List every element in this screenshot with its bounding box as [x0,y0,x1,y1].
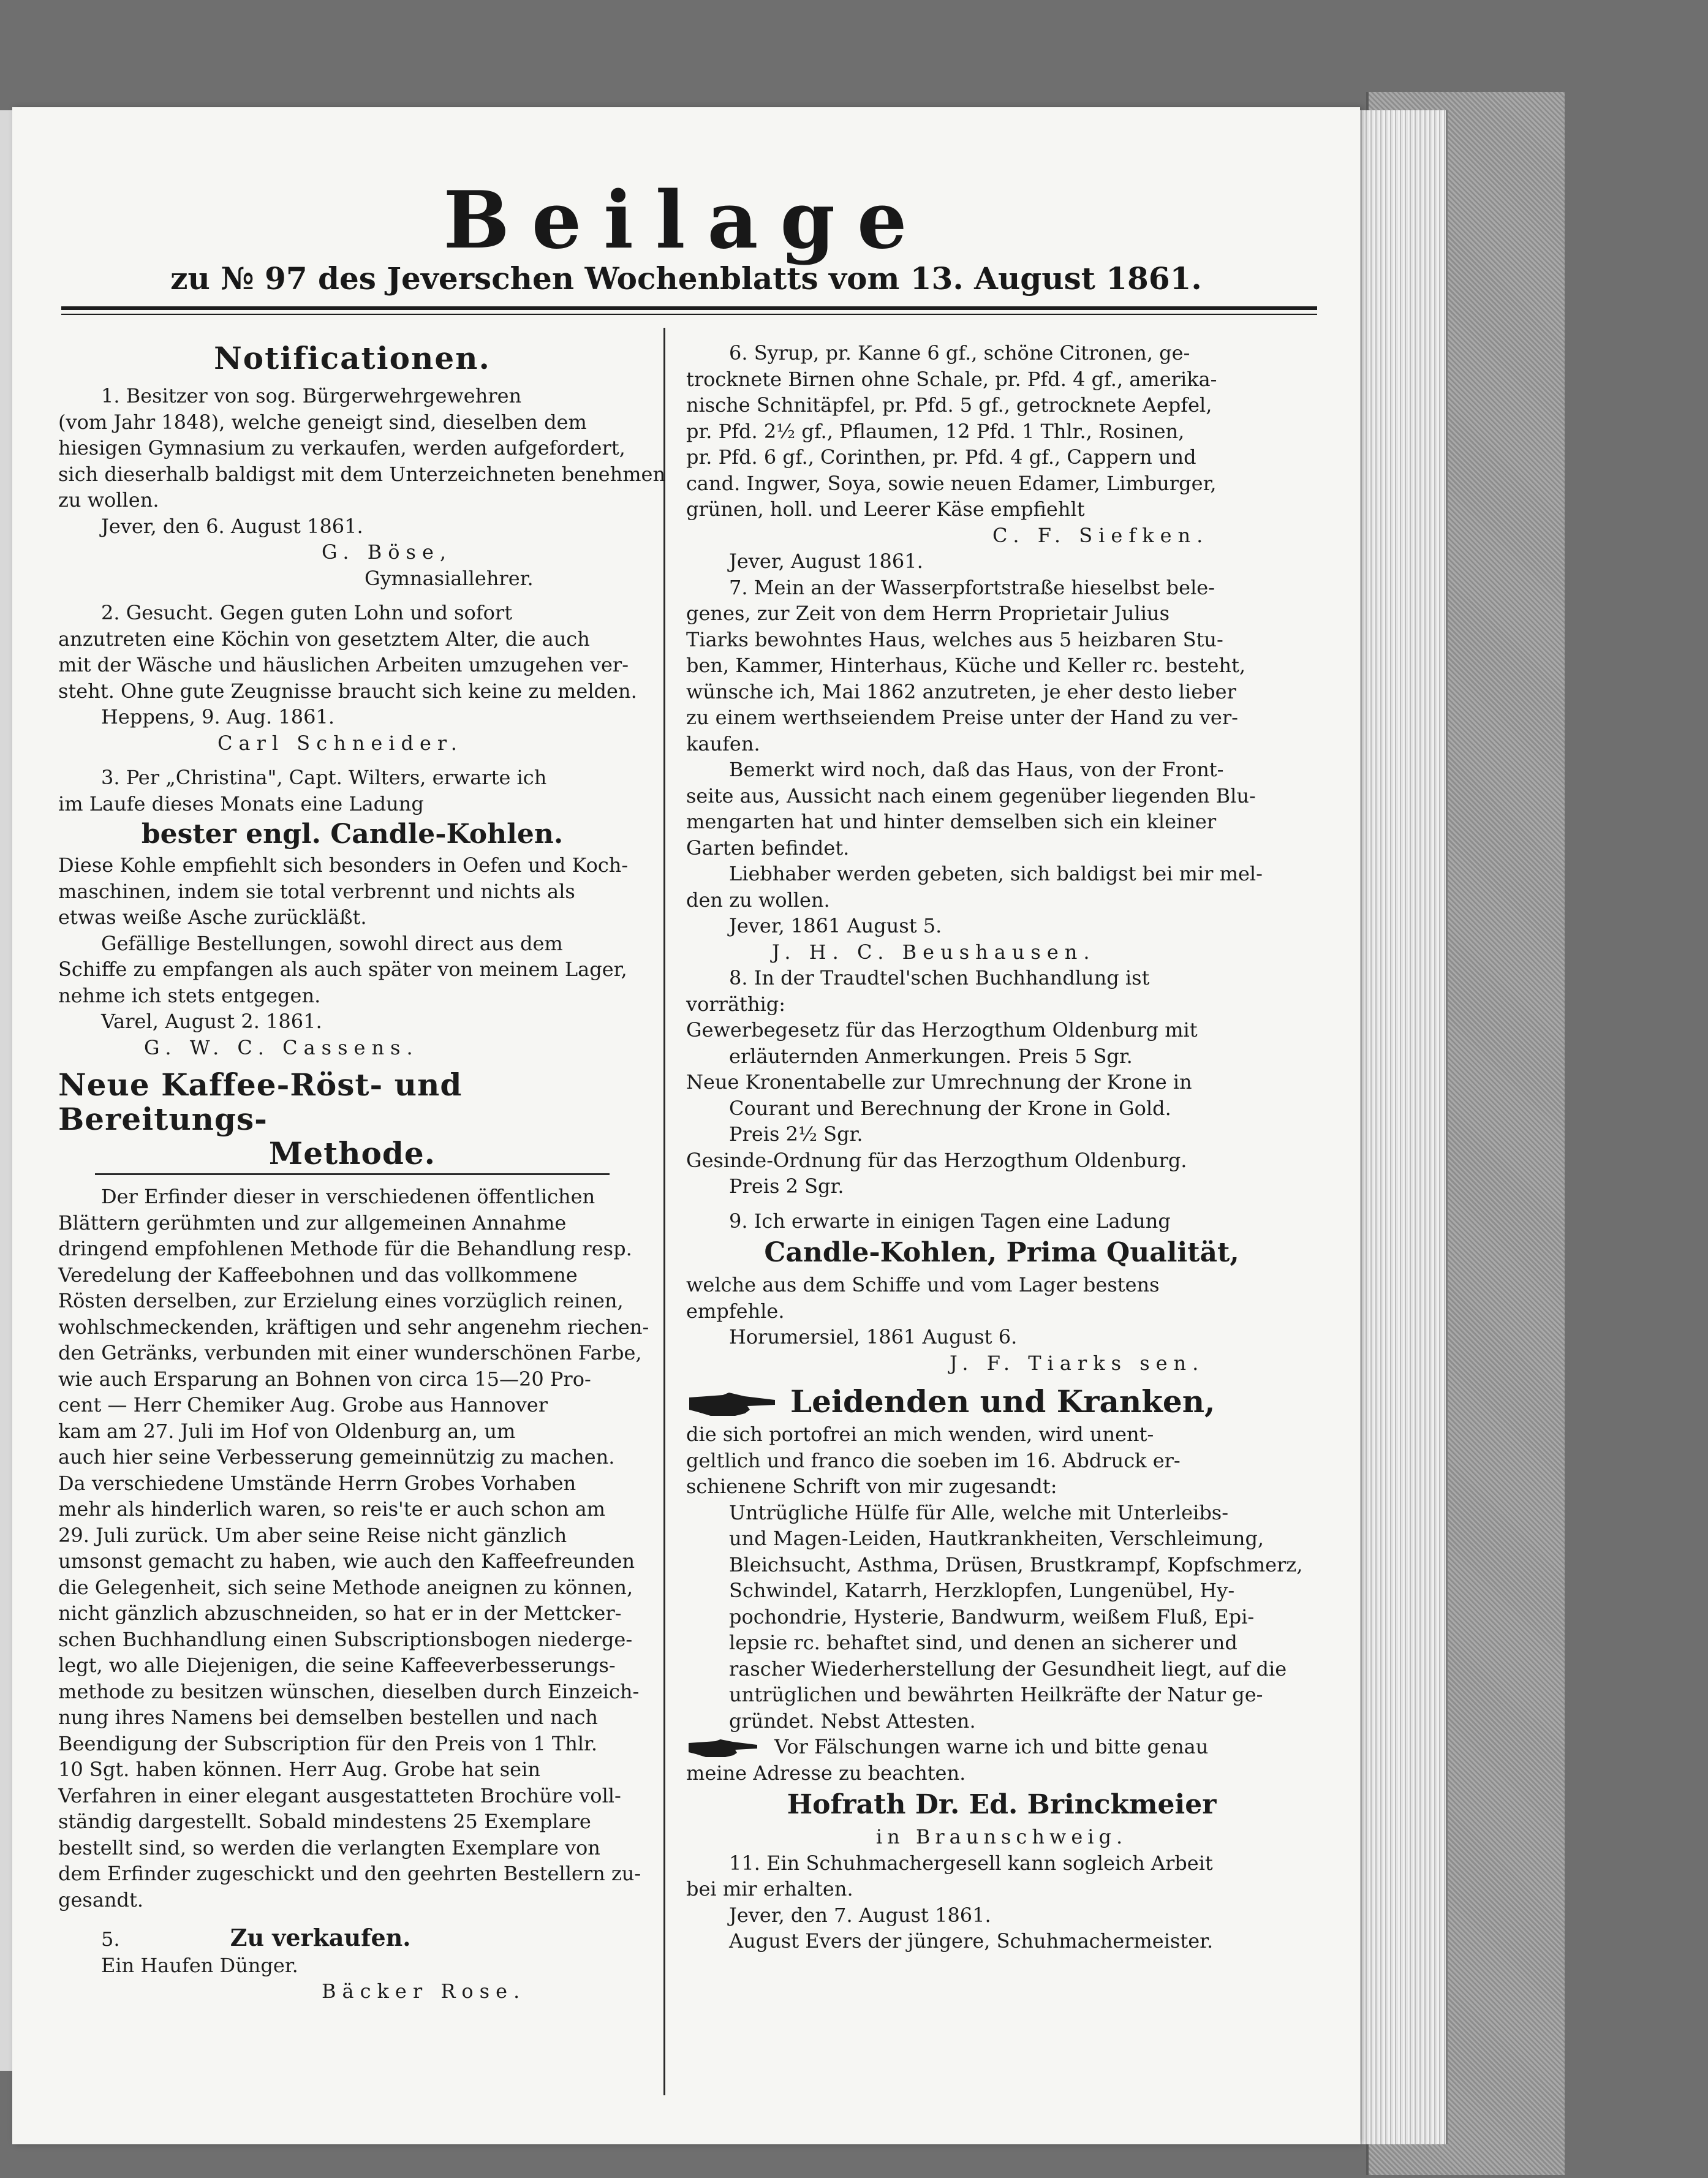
ad-text-line: Blättern gerühmten und zur allgemeinen Annahme [58,1211,567,1235]
ad-text-line: 1. Besitzer von sog. Bürgerwehrgewehren [101,384,522,407]
section-heading-kaffee: Neue Kaffee-Röst- und Bereitungs- [58,1067,463,1137]
ad-text-line: vorräthig: [686,992,785,1016]
book-listing: Gewerbegesetz für das Herzogthum Oldenburg mit [686,1018,1198,1042]
ad-text-line: Schwindel, Katarrh, Herzklopfen, Lungenübel, Hy- [729,1579,1235,1602]
section-heading-leidenden: Leidenden und Kranken, [790,1383,1215,1420]
ad-text-line: kam am 27. Juli im Hof von Oldenburg an, um [58,1419,516,1443]
ad-text-line: cand. Ingwer, Soya, sowie neuen Edamer, Limburger, [686,471,1217,495]
ad-text-line: steht. Ohne gute Zeugnisse braucht sich keine zu melden. [58,679,637,703]
ad-text-line: zu wollen. [58,488,159,512]
place-date: Jever, 1861 August 5. [729,914,942,937]
ad-text-line: Da verschiedene Umstände Herrn Grobes Vorhaben [58,1471,576,1495]
signature-title: Gymnasiallehrer. [365,566,534,590]
signature: Bäcker Rose. [322,1979,526,2003]
ad-text-line: Tiarks bewohntes Haus, welches aus 5 heizbaren Stu- [686,627,1223,651]
ad-7 [686,575,1317,966]
ad-text-line: 8. In der Traudtel'schen Buchhandlung ist [729,966,1150,989]
section-heading-notificationen: Notificationen. [214,340,491,376]
ad-text-line: zu einem werthseiendem Preise unter der Hand zu ver- [686,706,1238,729]
ad-text-line: Veredelung der Kaffeebohnen und das vollkommene [58,1263,578,1287]
pointing-hand-icon [686,1388,778,1415]
ad-text-line: schen Buchhandlung einen Subscriptionsbogen niederge- [58,1627,633,1651]
ad-text-line: (vom Jahr 1848), welche geneigt sind, dieselben dem [58,410,587,434]
column-divider [663,328,665,2095]
ad-text-line: 10 Sgt. haben können. Herr Aug. Grobe hat sein [58,1758,540,1781]
section-heading-zu-verkaufen: Zu verkaufen. [230,1924,411,1951]
ad-text-line: maschinen, indem sie total verbrennt und nichts als [58,879,575,903]
ad-text-line: grünen, holl. und Leerer Käse empfiehlt [686,497,1085,521]
place-date: Jever, den 7. August 1861. [729,1903,991,1927]
signature: G. W. C. Cassens. [144,1035,419,1059]
place-date: Varel, August 2. 1861. [101,1010,322,1033]
ad-text-line: sich dieserhalb baldigst mit dem Unterzeichneten benehmen [58,462,666,486]
ad-9 [686,1208,1317,1377]
signature-place: in Braunschweig. [875,1825,1128,1848]
ad-text-line: Liebhaber werden gebeten, sich baldigst bei mir mel- [729,862,1263,885]
ad-text-line: rascher Wiederherstellung der Gesundheit liegt, auf die [729,1657,1287,1681]
ad-text-line: im Laufe dieses Monats eine Ladung [58,792,424,815]
ad-text-line: ben, Kammer, Hinterhaus, Küche und Keller rc. besteht, [686,654,1246,677]
signature: J. H. C. Beushausen. [772,940,1096,964]
ad-text-line: nische Schnitäpfel, pr. Pfd. 5 gf., getrocknete Aepfel, [686,393,1212,417]
ad-text-line: dringend empfohlenen Methode für die Behandlung resp. [58,1237,632,1260]
ad-text-line: 2. Gesucht. Gegen guten Lohn und sofort [101,601,513,624]
ad-text-line: ständig dargestellt. Sobald mindestens 25 Exemplare [58,1810,591,1833]
ad-text-line: seite aus, Aussicht nach einem gegenüber liegenden Blu- [686,784,1256,807]
warning-text: Vor Fälschungen warne ich und bitte genau [774,1735,1209,1758]
left-column [58,334,666,2005]
ad-text-line: wünsche ich, Mai 1862 anzutreten, je eher desto lieber [686,679,1236,703]
ad-text-line: Schiffe zu empfangen als auch später von meinem Lager, [58,958,627,981]
ad-text-line: pochondrie, Hysterie, Bandwurm, weißem Fluß, Epi- [729,1605,1255,1628]
ad-text-line: die sich portofrei an mich wenden, wird unent- [686,1423,1154,1446]
book-listing: erläuternden Anmerkungen. Preis 5 Sgr. [729,1044,1133,1068]
ad-text-line: mehr als hinderlich waren, so reis'te er auch schon am [58,1497,605,1521]
ad-text-line: kaufen. [686,732,760,755]
ad10-heading-row [686,1382,1317,1421]
ad-3 [58,765,646,1061]
ad-text-line: legt, wo alle Diejenigen, die seine Kaffeeverbesserungs- [58,1654,616,1677]
ad-text-line: pr. Pfd. 6 gf., Corinthen, pr. Pfd. 4 gf., Cappern und [686,445,1196,469]
place-date: Heppens, 9. Aug. 1861. [101,705,334,728]
ad-text-line: den Getränks, verbunden mit einer wunderschönen Farbe, [58,1341,642,1364]
masthead-subtitle: zu № 97 des Jeverschen Wochenblatts vom 13. August 1861. [170,260,1202,297]
product-headline: Candle-Kohlen, Prima Qualität, [764,1237,1239,1268]
ad-text-line: 6. Syrup, pr. Kanne 6 gf., schöne Citronen, ge- [729,341,1190,365]
warning-text: meine Adresse zu beachten. [686,1761,966,1785]
ad-text-line: Beendigung der Subscription für den Preis von 1 Thlr. [58,1731,597,1755]
ad-text-line: dem Erfinder zugeschickt und den geehrten Bestellern zu- [58,1862,641,1885]
ad-4 [58,1067,649,1913]
ad-text-line: Der Erfinder dieser in verschiedenen öffentlichen [101,1185,595,1208]
ad-text-line: wohlschmeckenden, kräftigen und sehr angenehm riechen- [58,1315,649,1339]
ad-text-line: und Magen-Leiden, Hautkrankheiten, Verschleimung, [729,1527,1264,1550]
ad-1 [58,383,666,591]
ad-text-line: untrüglichen und bewährten Heilkräfte der Natur ge- [729,1683,1263,1706]
masthead-title: Beilage [443,175,929,267]
ad-number: 5. [101,1927,120,1951]
product-headline: bester engl. Candle-Kohlen. [141,819,564,850]
ad-text-line: cent — Herr Chemiker Aug. Grobe aus Hannover [58,1393,548,1416]
warning-row [686,1734,1317,1760]
signature: August Evers der jüngere, Schuhmachermeister. [729,1929,1214,1953]
heading-underline [95,1171,610,1175]
ad-text-line: die Gelegenheit, sich seine Methode aneignen zu können, [58,1575,633,1599]
ad-text-line: Bemerkt wird noch, daß das Haus, von der Front- [729,758,1224,781]
ad-text-line: den zu wollen. [686,888,830,912]
ad-text-line: lepsie rc. behaftet sind, und denen an sicherer und [729,1631,1238,1654]
ad-text-line: methode zu besitzen wünschen, dieselben durch Einzeich- [58,1679,640,1703]
ad-10 [686,1382,1317,1850]
ad-text-line: nung ihres Namens bei demselben bestellen und nach [58,1706,599,1729]
ad-text-line: schienene Schrift von mir zugesandt: [686,1475,1057,1498]
ad-text-line: Garten befindet. [686,836,850,860]
ad-text-line: anzutreten eine Köchin von gesetztem Alter, die auch [58,627,590,651]
left-page-edge [0,110,12,2071]
masthead-rule [61,306,1317,310]
ad-text-line: mengarten hat und hinter demselben sich ein kleiner [686,810,1217,833]
ad-text-line: 11. Ein Schuhmachergesell kann sogleich Arbeit [729,1851,1213,1875]
place-date: Jever, August 1861. [729,550,923,573]
signature: G. Böse, [322,540,453,564]
book-listing: Gesinde-Ordnung für das Herzogthum Oldenburg. [686,1148,1187,1172]
ad-text-line: wie auch Ersparung an Bohnen von circa 15—20 Pro- [58,1367,591,1391]
ad-text-line: nicht gänzlich abzuschneiden, so hat er in der Mettcker- [58,1601,622,1625]
pointing-hand-icon [686,1738,760,1759]
ad-text-line: auch hier seine Verbesserung gemeinnützig zu machen. [58,1445,615,1469]
ad-text-line: welche aus dem Schiffe und vom Lager bestens [686,1273,1160,1296]
ad-text-line: Gefällige Bestellungen, sowohl direct aus dem [101,931,563,955]
signature-brinckmeier: Hofrath Dr. Ed. Brinckmeier [787,1789,1217,1820]
ad-text-line: mit der Wäsche und häuslichen Arbeiten umzugehen ver- [58,653,629,676]
ad-text-line: Bleichsucht, Asthma, Drüsen, Brustkrampf, Kopfschmerz, [729,1552,1303,1576]
ad-text-line: gesandt. [58,1888,144,1911]
ad-text-line: Untrügliche Hülfe für Alle, welche mit Unterleibs- [729,1500,1229,1524]
ad-6 [686,340,1317,575]
ad-text-line: bestellt sind, so werden die verlangten Exemplare von [58,1836,600,1859]
ad-text-line: bei mir erhalten. [686,1877,853,1900]
ad-text-line: 7. Mein an der Wasserpfortstraße hieselbst bele- [729,575,1215,599]
ad-8 [686,965,1317,1200]
book-listing: Neue Kronentabelle zur Umrechnung der Krone in [686,1070,1192,1094]
ad-text-line: etwas weiße Asche zurückläßt. [58,906,367,929]
ad-text-line: Diese Kohle empfiehlt sich besonders in Oefen und Koch- [58,853,629,877]
ad-text-line: gründet. Nebst Attesten. [729,1709,976,1733]
ad-2 [58,600,646,756]
book-price: Preis 2 Sgr. [729,1174,844,1198]
ad-text-line: trocknete Birnen ohne Schale, pr. Pfd. 4 gf., amerika- [686,367,1217,391]
section-heading-kaffee-2: Methode. [268,1135,436,1171]
signature: C. F. Siefken. [992,523,1209,547]
newspaper-page [12,107,1360,2144]
ad-text-line: 9. Ich erwarte in einigen Tagen eine Ladung [729,1209,1171,1233]
ad-11 [686,1850,1317,1954]
ad-text-line: umsonst gemacht zu haben, wie auch den Kaffeefreunden [58,1549,635,1573]
signature: Carl Schneider. [217,731,463,755]
ad-text-line: 3. Per „Christina", Capt. Wilters, erwarte ich [101,766,547,789]
signature: J. F. Tiarks sen. [950,1351,1205,1375]
ad-text-line: hiesigen Gymnasium zu verkaufen, werden aufgefordert, [58,436,625,459]
ad-text-line: genes, zur Zeit von dem Herrn Proprietair Julius [686,602,1170,625]
ad-text-line: Rösten derselben, zur Erzielung eines vorzüglich reinen, [58,1289,624,1312]
right-column [686,334,1317,1954]
place-date: Jever, den 6. August 1861. [101,514,363,538]
ad-text-line: pr. Pfd. 2½ gf., Pflaumen, 12 Pfd. 1 Thlr., Rosinen, [686,419,1185,443]
book-price: Preis 2½ Sgr. [729,1122,863,1146]
place-date: Horumersiel, 1861 August 6. [729,1325,1018,1348]
ad-text-line: geltlich und franco die soeben im 16. Abdruck er- [686,1448,1181,1472]
ad-text-line: nehme ich stets entgegen. [58,983,321,1007]
ad-text-line: 29. Juli zurück. Um aber seine Reise nicht gänzlich [58,1523,567,1547]
ad-text-line: empfehle. [686,1299,785,1323]
ad5-heading-row [58,1925,646,1953]
ad-5 [58,1925,646,2005]
ad-text-line: Verfahren in einer elegant ausgestatteten Brochüre voll- [58,1783,621,1807]
masthead-rule-thin [61,314,1317,315]
book-listing: Courant und Berechnung der Krone in Gold. [729,1096,1171,1120]
ad-text-line: Ein Haufen Dünger. [101,1953,298,1977]
book-page-edges [1354,110,1448,2144]
